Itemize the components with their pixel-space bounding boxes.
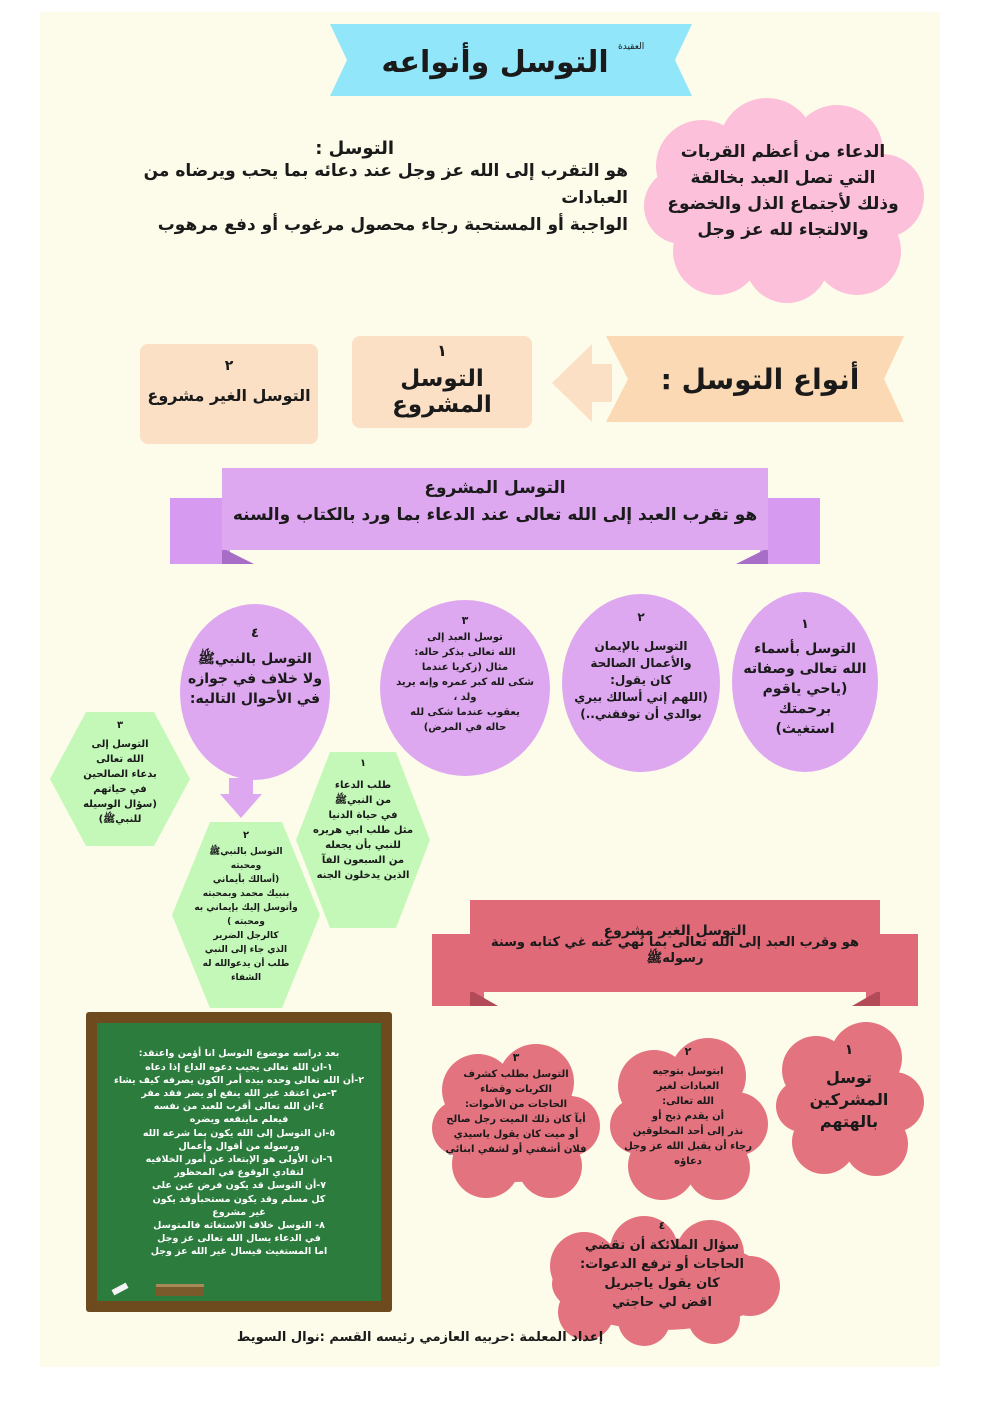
prophet-case-2-text: التوسل بالنبيﷺ ومحبته (أسالك بأيماني بنبيك محمد وبمحبته وأتوسل إليك بإيماني به ومحبته ) كالرجل الضرير الذي جاء إلى النبي طلب أن يدعوالله له الشفاء xyxy=(194,847,298,983)
types-banner-label: أنواع التوسل : xyxy=(660,362,860,396)
chalkboard-text: بعد دراسه موضوع التوسل انا أؤمن واعتقد: ١-ان الله تعالى يجيب دعوه الداع إذا دعاه ٢-أن الله تعالى وحده بيده أمر الكون يصرفه كيف يشاء ٣-من اعتقد غير الله ينفع او يضر فقد مفر ٤-ان الله تعالى أقرب للعبد من نفسه فيعلم ماينفعه ويضره ٥-ان التوسل إلى الله يكون بما شرعه الله ورسوله من أقوال وأعمال ٦-ان الأولى هو الإبتعاد عن أمور الخلافيه لتفادي الوقوع في المحظور ٧-أن التوسل قد يكون فرض عين على كل مسلم وقد يكون مستحبأوقد يكون غير مشروع ٨- التوسل خلاف الاستغاثه فالمتوسل في الدعاء يسال الله تعالى عز وجل اما المستغيث فيسال غير الله عز وجل xyxy=(113,1048,365,1258)
prophet-case-1-number: ١ xyxy=(359,757,367,769)
prophet-case-1-text: طلب الدعاء من النبيﷺ في حياة الدنيا مثل طلب ابي هريره للنبي بأن يجعله من السبعون الفآ الذين يدخلون الجنه xyxy=(312,779,414,881)
illegit-item-2-text: ابتوسل بتوجيه العبادات لغير الله تعالى: أن يقدم ذبح أو نذر إلى أحد المخلوقين رجاء أن يقبل الله عز وجل دعاؤه xyxy=(624,1065,752,1167)
footer-credits: إعداد المعلمة :حربيه العازمي رئيسه القسم :نوال السويط xyxy=(236,1329,604,1345)
definition-heading: التوسل : xyxy=(315,138,394,159)
subject-tag: العقيدة xyxy=(618,42,645,52)
legit-type-label: التوسل المشروع xyxy=(392,366,492,418)
intro-cloud-text: الدعاء من أعظم القربات التي تصل العبد بخالقة وذلك لأجتماع الذل والخضوع والالتجاء لله عز وجل xyxy=(667,142,899,240)
arrow-left-icon xyxy=(552,344,612,422)
legit-item-4-text: التوسل بالنبيﷺ ولا خلاف في جوازه في الأحوال التاليه: xyxy=(187,651,323,707)
legit-item-4-number: ٤ xyxy=(251,625,259,641)
legit-item-3-text: توسل العبد إلى الله تعالى بذكر حاله: مثال (زكريا عندما شكى لله كبر عمره وإنه يريد ولد ، يعقوب عندما شكى لله حاله في المرض) xyxy=(396,631,534,733)
legit-item-1-text: التوسل بأسماء الله تعالى وصفاته (ياحي ياقوم برحمتك استغيث) xyxy=(743,641,867,737)
legit-item-2-number: ٢ xyxy=(637,610,645,624)
illegit-item-2-number: ٢ xyxy=(684,1044,692,1058)
illegit-item-1-text: توسل المشركين بالهتهم xyxy=(809,1068,889,1131)
illegit-type-label: التوسل الغير مشروع xyxy=(147,385,311,405)
legit-item-2-text: التوسل بالإيمان والأعمال الصالحة كان يقول: (اللهم إني أسالك بيري بوالدي أن توفقني..) xyxy=(574,638,708,721)
illegit-ribbon-title: التوسل الغير مشروع xyxy=(603,923,747,939)
illegit-item-4-number: ٤ xyxy=(658,1218,666,1232)
legit-item-1-number: ١ xyxy=(801,616,809,632)
illegit-ribbon-body: هو وقرب العبد إلى الله تعالى بما نُهي عنه غي كتابه وسنة رسولهﷺ xyxy=(490,935,860,966)
legit-item-3-number: ٣ xyxy=(461,613,469,627)
legit-ribbon-body: هو تقرب العبد إلى الله تعالى عند الدعاء بما ورد بالكتاب والسنه xyxy=(232,505,758,525)
illegit-item-3-text: التوسل بطلب كشرف الكربات وقضاء الحاجات من الأموات: أيآ كان ذلك الميت رجل صالح أو ميت كان يقول ياسيدي فلان أشفني أو لشفي ابنائي xyxy=(445,1069,587,1155)
arrow-down-icon xyxy=(220,778,262,818)
illegit-item-3-number: ٣ xyxy=(512,1050,520,1064)
legit-type-number: ١ xyxy=(437,340,447,360)
eraser-icon xyxy=(156,1284,204,1296)
prophet-case-3-text: التوسل إلى الله تعالى بدعاء الصالحين في حياتهم (سؤال الوسيله للنبيﷺ) xyxy=(83,739,157,825)
illegit-item-4-text: سؤال الملائكة أن تقضي الحاجات أو ترفع الدعوات: كان يقول ياجبريل اقض لي حاجتي xyxy=(580,1238,744,1310)
page-title: التوسل وأنواعه xyxy=(381,44,609,80)
illegit-item-1-number: ١ xyxy=(844,1042,854,1058)
illegit-type-number: ٢ xyxy=(224,358,234,374)
definition-body: هو التقرب إلى الله عز وجل عند دعائه بما يحب ويرضاه من العبادات الواجبة أو المستحبة رجاء محصول مرغوب أو دفع مرهوب xyxy=(143,161,628,235)
legit-ribbon-title: التوسل المشروع xyxy=(424,478,566,498)
prophet-case-2-number: ٢ xyxy=(242,829,250,841)
prophet-case-3-number: ٣ xyxy=(116,719,124,731)
